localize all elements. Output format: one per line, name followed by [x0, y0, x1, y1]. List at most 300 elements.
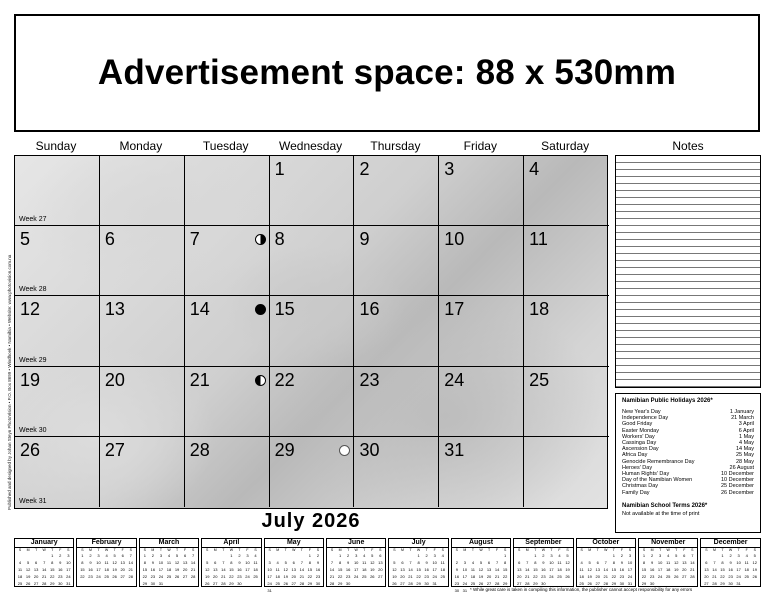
- mini-day: 23: [541, 574, 546, 579]
- mini-weekday: F: [371, 548, 374, 552]
- mini-day: 5: [479, 560, 483, 565]
- mini-day: 24: [549, 574, 554, 579]
- mini-day: 9: [729, 560, 732, 565]
- mini-day: 6: [705, 560, 708, 565]
- holiday-name: Ascension Day: [622, 446, 659, 453]
- day-cell[interactable]: [185, 367, 270, 437]
- day-cell[interactable]: [524, 156, 609, 226]
- mini-weekday: S: [455, 548, 458, 552]
- mini-day: 11: [579, 567, 584, 572]
- mini-day: 28: [299, 581, 305, 586]
- mini-day: 19: [565, 567, 570, 572]
- day-number: 13: [104, 299, 125, 320]
- mini-day: 27: [704, 581, 709, 586]
- mini-day: 11: [275, 567, 280, 572]
- mini-day: 14: [128, 560, 133, 565]
- day-cell[interactable]: [270, 296, 355, 366]
- mini-day: 23: [58, 574, 63, 579]
- day-number: 23: [359, 369, 380, 390]
- day-cell[interactable]: [15, 296, 100, 366]
- mini-day: 20: [378, 567, 383, 572]
- mini-month-title: August: [452, 539, 510, 548]
- mini-day: 19: [204, 574, 210, 579]
- mini-day: 29: [502, 581, 508, 586]
- mini-month-title: October: [577, 539, 635, 548]
- day-cell[interactable]: [15, 367, 100, 437]
- mini-weekday: T: [35, 548, 38, 552]
- mini-day: 10: [657, 560, 663, 565]
- mini-day: 25: [362, 574, 367, 579]
- mini-day: 4: [441, 553, 444, 558]
- mini-day: 7: [409, 560, 412, 565]
- mini-day: 1: [721, 553, 724, 558]
- mini-day: 27: [682, 574, 687, 579]
- mini-weekday: F: [246, 548, 249, 552]
- mini-day: 21: [190, 567, 196, 572]
- day-cell[interactable]: [100, 367, 185, 437]
- mini-day: 9: [316, 560, 320, 565]
- mini-day: 2: [238, 553, 241, 558]
- mini-day: 12: [204, 567, 210, 572]
- mini-day: 21: [221, 574, 226, 579]
- day-number: 14: [189, 299, 210, 320]
- mini-day: 1: [417, 553, 420, 558]
- day-cell[interactable]: [439, 156, 524, 226]
- day-cell[interactable]: [524, 437, 609, 507]
- mini-day: 11: [362, 560, 367, 565]
- mini-day: 9: [620, 560, 623, 565]
- mini-day: 20: [400, 574, 405, 579]
- day-cell[interactable]: [100, 226, 185, 296]
- mini-day: 10: [432, 560, 437, 565]
- mini-day: 29: [611, 581, 617, 586]
- mini-month-title: March: [140, 539, 198, 548]
- day-cell[interactable]: [354, 437, 439, 507]
- mini-day: 3: [659, 553, 662, 558]
- mini-day: 1: [534, 553, 537, 558]
- mini-day: 27: [516, 581, 522, 586]
- mini-day: 11: [470, 567, 475, 572]
- mini-day: 18: [744, 567, 749, 572]
- moon-phase-icon: [255, 375, 266, 386]
- day-cell[interactable]: [15, 226, 100, 296]
- mini-day: 23: [88, 574, 93, 579]
- mini-day: 16: [541, 567, 546, 572]
- mini-day: 28: [408, 581, 413, 586]
- holiday-date: 21 March: [731, 415, 754, 422]
- holiday-date: 28 May: [735, 458, 754, 465]
- mini-day: 15: [611, 567, 617, 572]
- mini-day: 8: [642, 560, 646, 565]
- holiday-date: 25 December: [720, 483, 754, 490]
- day-cell[interactable]: [354, 226, 439, 296]
- mini-day: 15: [142, 567, 148, 572]
- mini-weekday: S: [691, 548, 694, 552]
- mini-day: 20: [704, 574, 709, 579]
- mini-day: 25: [557, 574, 562, 579]
- mini-day: 26: [674, 574, 679, 579]
- mini-day: 28: [221, 581, 226, 586]
- mini-weekday: S: [268, 548, 271, 552]
- day-header-wednesday: Wednesday: [279, 139, 343, 153]
- holiday-date: 26 December: [720, 489, 754, 496]
- mini-day: 24: [657, 574, 663, 579]
- mini-weekday: T: [534, 548, 537, 552]
- mini-day: 19: [174, 567, 180, 572]
- mini-day: 6: [292, 560, 295, 565]
- mini-day: 3: [463, 560, 466, 565]
- holiday-name: Heroes' Day: [622, 464, 653, 471]
- mini-day: 20: [486, 574, 492, 579]
- mini-day: 16: [345, 567, 351, 572]
- mini-weekday: T: [550, 548, 553, 552]
- mini-day: 19: [112, 567, 117, 572]
- mini-day: 9: [89, 560, 92, 565]
- mini-month-title: July: [389, 539, 447, 548]
- mini-weekday: M: [89, 548, 92, 552]
- mini-weekday: T: [425, 548, 428, 552]
- mini-day: 28: [690, 574, 695, 579]
- mini-day: 2: [729, 553, 732, 558]
- mini-day: 21: [494, 574, 500, 579]
- mini-day: 9: [455, 567, 458, 572]
- holiday-date: 6 April: [738, 427, 754, 434]
- day-cell[interactable]: [100, 296, 185, 366]
- mini-weekday: S: [642, 548, 646, 552]
- mini-day: 14: [221, 567, 226, 572]
- mini-day: 23: [315, 574, 321, 579]
- mini-day: 25: [744, 574, 749, 579]
- mini-month-title: April: [202, 539, 260, 548]
- mini-day: 8: [612, 560, 615, 565]
- mini-day: 16: [728, 567, 733, 572]
- mini-day: 1: [81, 553, 84, 558]
- mini-day: 12: [174, 560, 180, 565]
- day-number: 31: [444, 439, 465, 460]
- mini-weekday: M: [463, 548, 467, 552]
- day-cell[interactable]: [185, 226, 270, 296]
- mini-day: 4: [745, 553, 748, 558]
- mini-day: 26: [370, 574, 375, 579]
- mini-weekday: M: [588, 548, 592, 552]
- day-cell[interactable]: [354, 367, 439, 437]
- day-cell[interactable]: [439, 437, 524, 507]
- mini-day: 19: [587, 574, 592, 579]
- mini-day: 10: [353, 560, 359, 565]
- mini-day: 12: [752, 560, 757, 565]
- mini-weekday: T: [612, 548, 615, 552]
- mini-month: [451, 538, 511, 593]
- week-label: Week 28: [19, 286, 47, 294]
- mini-weekday: M: [26, 548, 30, 552]
- day-cell[interactable]: [270, 367, 355, 437]
- mini-weekday: T: [238, 548, 241, 552]
- mini-day: 24: [158, 574, 164, 579]
- mini-day: 5: [175, 553, 179, 558]
- day-cell[interactable]: [15, 437, 100, 507]
- mini-day: 30: [728, 581, 733, 586]
- mini-day: 23: [424, 574, 429, 579]
- mini-day: 4: [105, 553, 108, 558]
- mini-day: 7: [222, 560, 225, 565]
- mini-day: 28: [712, 581, 717, 586]
- mini-weekday: W: [229, 548, 234, 552]
- school-terms-note: Not available at the time of print: [622, 510, 700, 517]
- day-cell[interactable]: [524, 296, 609, 366]
- mini-day: 29: [229, 581, 234, 586]
- week-label: Week 30: [19, 426, 47, 434]
- mini-day: 22: [142, 574, 148, 579]
- mini-day: 5: [566, 553, 569, 558]
- mini-weekday: T: [721, 548, 724, 552]
- mini-day: 29: [416, 581, 421, 586]
- holiday-date: 1 May: [739, 433, 754, 440]
- mini-day: 9: [425, 560, 428, 565]
- mini-day: 17: [549, 567, 554, 572]
- mini-weekday: F: [745, 548, 748, 552]
- mini-weekday: F: [121, 548, 124, 552]
- mini-day: 27: [595, 581, 600, 586]
- mini-day: 11: [744, 560, 749, 565]
- mini-weekday: S: [628, 548, 632, 552]
- mini-day: 17: [627, 567, 633, 572]
- mini-month-title: June: [327, 539, 385, 548]
- day-header-saturday: Saturday: [541, 139, 590, 153]
- mini-day: 20: [120, 567, 125, 572]
- mini-weekday: W: [354, 548, 358, 552]
- advertisement-box: [14, 14, 760, 132]
- mini-day: 27: [378, 574, 383, 579]
- mini-day: 16: [315, 567, 321, 572]
- mini-weekday: M: [151, 548, 155, 552]
- mini-day: 10: [462, 567, 468, 572]
- mini-day: 18: [579, 574, 584, 579]
- mini-day: 30: [454, 588, 460, 593]
- mini-day: 21: [525, 574, 530, 579]
- mini-day: 16: [454, 574, 460, 579]
- day-cell[interactable]: [100, 156, 185, 226]
- mini-day: 13: [595, 567, 600, 572]
- day-number: 10: [444, 229, 465, 250]
- day-cell[interactable]: [439, 226, 524, 296]
- mini-day: 24: [66, 574, 71, 579]
- mini-day: 9: [650, 560, 654, 565]
- mini-day: 15: [533, 567, 538, 572]
- mini-day: 6: [214, 560, 217, 565]
- mini-day: 18: [166, 567, 172, 572]
- day-number: 9: [359, 229, 370, 250]
- day-number: 16: [359, 299, 380, 320]
- mini-day: 25: [440, 574, 445, 579]
- day-cell[interactable]: [524, 226, 609, 296]
- mini-month-title: September: [514, 539, 572, 548]
- mini-day: 9: [151, 560, 154, 565]
- day-cell[interactable]: [185, 437, 270, 507]
- mini-day: 10: [627, 560, 633, 565]
- mini-day: 5: [206, 560, 209, 565]
- mini-day: 19: [674, 567, 679, 572]
- mini-day: 31: [267, 588, 272, 593]
- mini-day: 1: [642, 553, 646, 558]
- mini-weekday: W: [666, 548, 670, 552]
- mini-day: 2: [455, 560, 458, 565]
- week-label: Week 29: [19, 356, 47, 364]
- day-number: 3: [444, 159, 455, 179]
- holiday-date: 1 January: [729, 409, 754, 415]
- mini-weekday: F: [620, 548, 623, 552]
- mini-weekday: S: [393, 548, 396, 552]
- notes-lines-area: [615, 155, 761, 388]
- mini-day: 15: [416, 567, 421, 572]
- mini-day: 29: [533, 581, 538, 586]
- mini-day: 12: [370, 560, 375, 565]
- mini-weekday: T: [175, 548, 179, 552]
- mini-day: 31: [158, 581, 164, 586]
- holiday-date: 3 April: [738, 421, 754, 428]
- mini-weekday: T: [737, 548, 740, 552]
- mini-weekday: W: [167, 548, 171, 552]
- day-cell[interactable]: [354, 156, 439, 226]
- day-cell[interactable]: [185, 296, 270, 366]
- day-number: 24: [444, 369, 465, 390]
- mini-day: 16: [424, 567, 429, 572]
- notes-header: Notes: [672, 139, 704, 153]
- mini-weekday: T: [159, 548, 162, 552]
- mini-day: 8: [143, 560, 146, 565]
- day-cell[interactable]: [15, 156, 100, 226]
- mini-day: 26: [565, 574, 570, 579]
- mini-day: 20: [516, 574, 522, 579]
- holiday-date: 14 May: [735, 446, 754, 453]
- day-header-thursday: Thursday: [370, 139, 421, 153]
- mini-weekday: M: [525, 548, 529, 552]
- month-grid: [14, 155, 608, 509]
- day-header-friday: Friday: [463, 139, 497, 153]
- mini-day: 13: [486, 567, 492, 572]
- holiday-name: Independence Day: [622, 415, 669, 422]
- holiday-name: Christmas Day: [622, 483, 659, 490]
- mini-day: 24: [353, 574, 359, 579]
- mini-month: [76, 538, 136, 587]
- mini-day: 19: [370, 567, 375, 572]
- mini-day: 30: [150, 581, 156, 586]
- mini-day: 18: [557, 567, 562, 572]
- mini-day: 3: [159, 553, 163, 558]
- mini-day: 25: [166, 574, 172, 579]
- holiday-date: 26 August: [729, 464, 754, 471]
- mini-day: 22: [611, 574, 617, 579]
- mini-day: 4: [276, 560, 279, 565]
- mini-day: 15: [641, 567, 647, 572]
- day-number: 2: [359, 159, 370, 179]
- day-cell[interactable]: [185, 156, 270, 226]
- mini-day: 27: [182, 574, 188, 579]
- month-title: July 2026: [261, 510, 361, 532]
- mini-day: 3: [737, 553, 740, 558]
- holiday-date: 10 December: [720, 477, 754, 484]
- mini-weekday: T: [675, 548, 678, 552]
- holiday-name: Good Friday: [622, 421, 653, 428]
- mini-day: 28: [128, 574, 133, 579]
- mini-day: 1: [338, 553, 342, 558]
- day-number: 22: [274, 369, 295, 390]
- mini-weekday: W: [416, 548, 421, 552]
- mini-day: 20: [33, 574, 39, 579]
- mini-day: 5: [26, 560, 30, 565]
- mini-day: 23: [345, 574, 351, 579]
- mini-day: 20: [291, 574, 296, 579]
- mini-day: 8: [230, 560, 233, 565]
- mini-day: 13: [682, 560, 687, 565]
- mini-day: 21: [41, 574, 47, 579]
- mini-day: 17: [96, 567, 101, 572]
- mini-day: 22: [416, 574, 421, 579]
- mini-weekday: S: [129, 548, 132, 552]
- day-cell[interactable]: [524, 367, 609, 437]
- mini-weekday: S: [503, 548, 507, 552]
- mini-day: 30: [58, 581, 63, 586]
- day-cell[interactable]: [270, 437, 355, 507]
- mini-day: 19: [283, 574, 288, 579]
- mini-day: 14: [41, 567, 47, 572]
- mini-day: 3: [67, 553, 70, 558]
- mini-day: 9: [542, 560, 545, 565]
- mini-day: 30: [424, 581, 429, 586]
- holiday-name: Genocide Remembrance Day: [622, 458, 695, 465]
- mini-weekday: F: [683, 548, 686, 552]
- mini-day: 26: [752, 574, 757, 579]
- mini-day: 20: [682, 567, 687, 572]
- mini-day: 1: [143, 553, 146, 558]
- day-number: 18: [529, 299, 550, 320]
- mini-day: 21: [128, 567, 133, 572]
- day-number: 20: [104, 369, 125, 390]
- mini-day: 7: [192, 553, 195, 558]
- mini-day: 5: [675, 553, 678, 558]
- mini-day: 26: [25, 581, 31, 586]
- day-cell[interactable]: [354, 296, 439, 366]
- mini-day: 1: [504, 553, 507, 558]
- mini-day: 6: [379, 553, 382, 558]
- mini-month: [576, 538, 636, 587]
- day-cell[interactable]: [439, 367, 524, 437]
- mini-day: 26: [204, 581, 210, 586]
- holiday-date: 25 May: [735, 452, 754, 459]
- mini-day: 29: [337, 581, 343, 586]
- mini-month-title: November: [639, 539, 697, 548]
- mini-day: 3: [550, 553, 553, 558]
- mini-day: 31: [432, 581, 437, 586]
- mini-day: 30: [345, 581, 351, 586]
- day-cell[interactable]: [439, 296, 524, 366]
- mini-day: 1: [230, 553, 233, 558]
- day-number: 28: [189, 439, 210, 460]
- mini-month: [700, 538, 760, 587]
- day-header-tuesday: Tuesday: [202, 139, 249, 153]
- day-number: 29: [274, 439, 295, 460]
- week-label: Week 27: [19, 216, 47, 224]
- mini-day: 3: [355, 553, 358, 558]
- mini-weekday: T: [409, 548, 412, 552]
- mini-day: 24: [462, 581, 468, 586]
- day-cell[interactable]: [100, 437, 185, 507]
- holiday-name: Workers' Day: [622, 433, 655, 440]
- day-cell[interactable]: [270, 156, 355, 226]
- mini-day: 7: [300, 560, 303, 565]
- holiday-date: 10 December: [720, 471, 754, 478]
- day-cell[interactable]: [270, 226, 355, 296]
- mini-month-title: December: [701, 539, 759, 548]
